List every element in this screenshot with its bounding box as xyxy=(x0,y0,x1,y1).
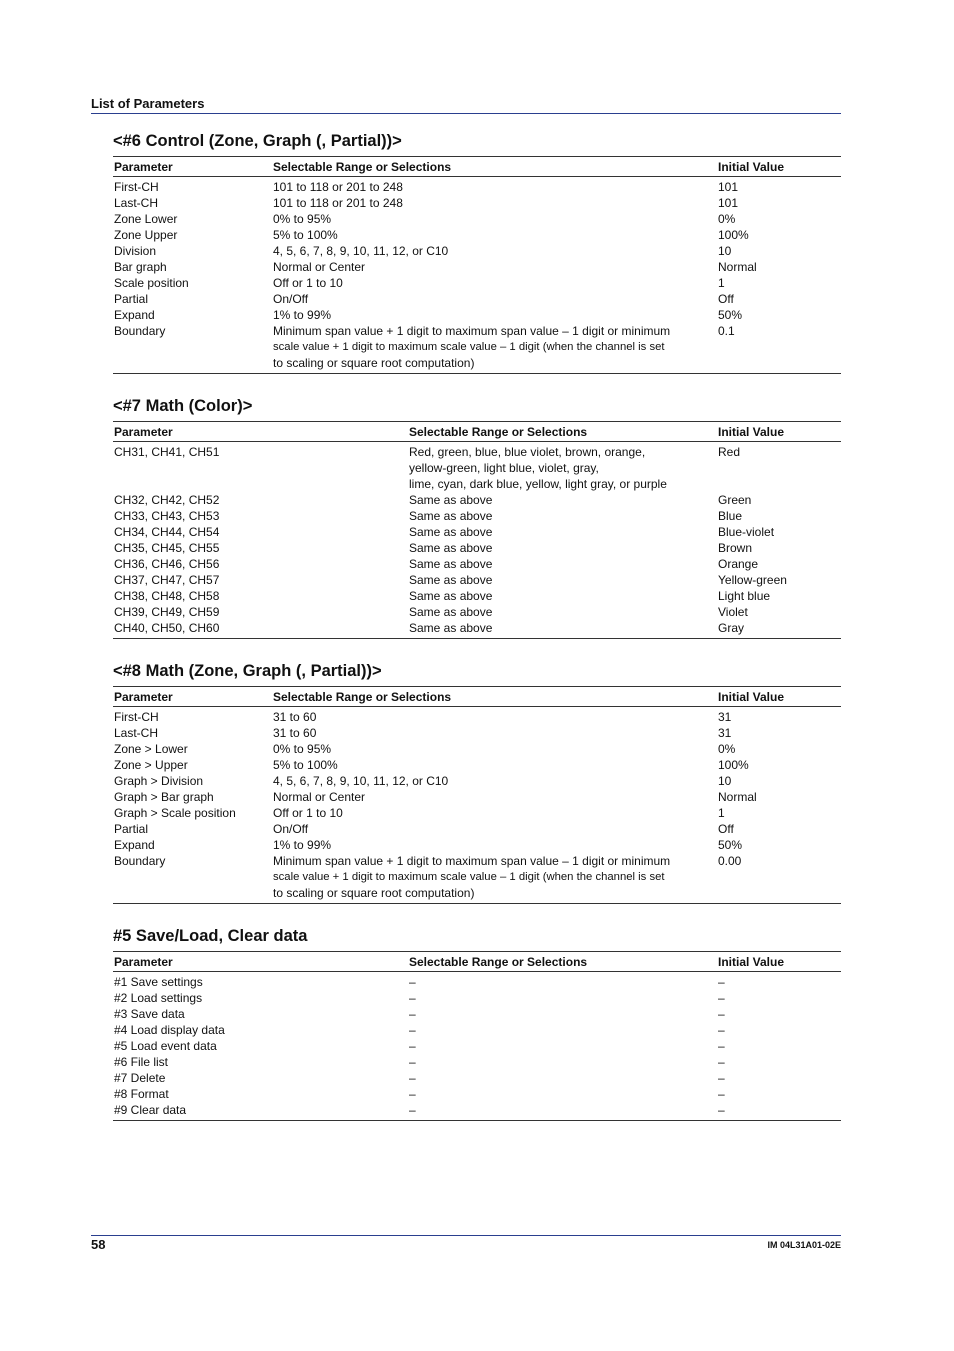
parameter-table xyxy=(113,421,841,639)
range-cell: Off or 1 to 10 xyxy=(273,276,343,290)
initial-cell: 0% xyxy=(718,742,736,756)
range-line: Red, green, blue, blue violet, brown, orange, xyxy=(409,445,646,459)
param-cell: Graph > Division xyxy=(114,774,204,788)
param-cell: #3 Save data xyxy=(114,1007,185,1021)
initial-cell: Gray xyxy=(718,621,745,635)
range-cell: 5% to 100% xyxy=(273,758,338,772)
initial-cell: Off xyxy=(718,292,734,306)
table-row xyxy=(113,556,841,572)
range-cell: 0% to 95% xyxy=(273,742,332,756)
range-cell: Same as above xyxy=(409,605,493,619)
range-cell: – xyxy=(409,1103,416,1117)
range-cell: – xyxy=(409,1055,416,1069)
param-cell: Partial xyxy=(114,292,149,306)
initial-cell: – xyxy=(718,991,725,1005)
param-cell: #6 File list xyxy=(114,1055,169,1069)
page-number: 58 xyxy=(91,1237,106,1252)
table-row xyxy=(113,757,841,773)
initial-cell: – xyxy=(718,975,725,989)
param-cell: Last-CH xyxy=(114,726,159,740)
table-row xyxy=(113,195,841,211)
table-row xyxy=(113,259,841,275)
table-row xyxy=(113,243,841,259)
initial-cell: Light blue xyxy=(718,589,771,603)
range-cell: – xyxy=(409,975,416,989)
range-cell: Same as above xyxy=(409,493,493,507)
range-line: to scaling or square root computation) xyxy=(273,886,475,900)
initial-cell: 101 xyxy=(718,180,739,194)
range-cell: – xyxy=(409,1039,416,1053)
table-row xyxy=(113,1086,841,1102)
range-cell: 1% to 99% xyxy=(273,308,332,322)
range-cell: Normal or Center xyxy=(273,790,366,804)
param-cell: #8 Format xyxy=(114,1087,169,1101)
table-header-row xyxy=(113,687,841,707)
section-title: <#7 Math (Color)> xyxy=(113,397,253,415)
param-cell: Expand xyxy=(114,308,155,322)
table-row xyxy=(113,1038,841,1054)
table-row xyxy=(113,572,841,588)
param-cell: CH31, CH41, CH51 xyxy=(114,445,220,459)
range-cell: 1% to 99% xyxy=(273,838,332,852)
range-cell: 4, 5, 6, 7, 8, 9, 10, 11, 12, or C10 xyxy=(273,244,449,258)
range-cell xyxy=(408,442,717,493)
initial-cell: Normal xyxy=(718,260,757,274)
initial-cell: 10 xyxy=(718,774,732,788)
param-cell: Zone > Lower xyxy=(114,742,188,756)
initial-cell: – xyxy=(718,1087,725,1101)
footer-rule xyxy=(91,1235,841,1236)
parameter-table xyxy=(113,686,841,904)
param-cell: Division xyxy=(114,244,157,258)
range-cell: 31 to 60 xyxy=(273,726,317,740)
initial-cell: 1 xyxy=(718,276,725,290)
column-header-initial: Initial Value xyxy=(718,689,785,704)
document-id: IM 04L31A01-02E xyxy=(767,1240,841,1250)
table-row xyxy=(113,540,841,556)
range-cell: 5% to 100% xyxy=(273,228,338,242)
range-cell: 31 to 60 xyxy=(273,710,317,724)
initial-cell: – xyxy=(718,1055,725,1069)
initial-cell: Blue-violet xyxy=(718,525,775,539)
param-cell: Zone Upper xyxy=(114,228,178,242)
initial-cell: 10 xyxy=(718,244,732,258)
table-row xyxy=(113,707,841,726)
initial-cell: Blue xyxy=(718,509,743,523)
param-cell: #7 Delete xyxy=(114,1071,166,1085)
table-header-row xyxy=(113,422,841,442)
initial-cell: 0.00 xyxy=(718,854,742,868)
table-row xyxy=(113,323,841,374)
column-header-range: Selectable Range or Selections xyxy=(273,689,452,704)
initial-cell: 1 xyxy=(718,806,725,820)
param-cell: Partial xyxy=(114,822,149,836)
column-header-range: Selectable Range or Selections xyxy=(409,954,588,969)
range-cell: On/Off xyxy=(273,292,309,306)
table-row xyxy=(113,524,841,540)
parameter-table xyxy=(113,951,841,1121)
section-title: <#8 Math (Zone, Graph (, Partial))> xyxy=(113,662,382,680)
column-header-parameter: Parameter xyxy=(114,424,173,439)
range-cell: Same as above xyxy=(409,509,493,523)
param-cell: CH33, CH43, CH53 xyxy=(114,509,220,523)
param-cell: CH40, CH50, CH60 xyxy=(114,621,220,635)
table-row xyxy=(113,990,841,1006)
table-row xyxy=(113,291,841,307)
section-title: #5 Save/Load, Clear data xyxy=(113,927,308,945)
param-cell: Boundary xyxy=(114,324,166,338)
initial-cell: Brown xyxy=(718,541,753,555)
param-cell: Graph > Bar graph xyxy=(114,790,214,804)
column-header-initial: Initial Value xyxy=(718,954,785,969)
range-cell: 101 to 118 or 201 to 248 xyxy=(273,180,403,194)
range-cell: – xyxy=(409,1071,416,1085)
param-cell: #2 Load settings xyxy=(114,991,203,1005)
range-cell: Same as above xyxy=(409,621,493,635)
range-line: Minimum span value + 1 digit to maximum span value – 1 digit or minimum xyxy=(273,324,671,338)
section-math-color xyxy=(113,395,841,639)
initial-cell: 0% xyxy=(718,212,736,226)
table-row xyxy=(113,725,841,741)
param-cell: Graph > Scale position xyxy=(114,806,236,820)
param-cell: #4 Load display data xyxy=(114,1023,225,1037)
initial-cell: 100% xyxy=(718,758,749,772)
table-row xyxy=(113,604,841,620)
initial-cell: – xyxy=(718,1103,725,1117)
param-cell: Bar graph xyxy=(114,260,167,274)
initial-cell: Red xyxy=(718,445,741,459)
range-cell: Same as above xyxy=(409,557,493,571)
range-cell: Off or 1 to 10 xyxy=(273,806,343,820)
range-cell: Same as above xyxy=(409,589,493,603)
table-row xyxy=(113,837,841,853)
column-header-parameter: Parameter xyxy=(114,954,173,969)
table-row xyxy=(113,307,841,323)
table-row xyxy=(113,275,841,291)
table-row xyxy=(113,177,841,196)
initial-cell: Green xyxy=(718,493,752,507)
table-row xyxy=(113,1054,841,1070)
param-cell: CH36, CH46, CH56 xyxy=(114,557,220,571)
column-header-range: Selectable Range or Selections xyxy=(409,424,588,439)
section-save-load-clear xyxy=(113,925,841,1121)
param-cell: Scale position xyxy=(114,276,189,290)
param-cell: CH38, CH48, CH58 xyxy=(114,589,220,603)
range-line: yellow-green, light blue, violet, gray, xyxy=(409,461,599,475)
initial-cell: 50% xyxy=(718,838,743,852)
section-math-zone-graph xyxy=(113,660,841,904)
range-cell: 101 to 118 or 201 to 248 xyxy=(273,196,403,210)
column-header-range: Selectable Range or Selections xyxy=(273,159,452,174)
range-cell: Same as above xyxy=(409,541,493,555)
table-row xyxy=(113,741,841,757)
initial-cell: – xyxy=(718,1039,725,1053)
page-header-title: List of Parameters xyxy=(91,96,205,111)
param-cell: First-CH xyxy=(114,180,159,194)
param-cell: Boundary xyxy=(114,854,166,868)
range-cell: – xyxy=(409,991,416,1005)
table-row xyxy=(113,773,841,789)
column-header-initial: Initial Value xyxy=(718,159,785,174)
range-line: to scaling or square root computation) xyxy=(273,356,475,370)
table-row xyxy=(113,821,841,837)
initial-cell: 101 xyxy=(718,196,739,210)
initial-cell: 50% xyxy=(718,308,743,322)
header-rule xyxy=(91,113,841,114)
table-row xyxy=(113,211,841,227)
parameter-table xyxy=(113,156,841,374)
table-row xyxy=(113,1006,841,1022)
range-line: scale value + 1 digit to maximum scale value – 1 digit (when the channel is set xyxy=(273,871,665,883)
table-row xyxy=(113,1102,841,1121)
param-cell: CH32, CH42, CH52 xyxy=(114,493,220,507)
table-row xyxy=(113,805,841,821)
table-row xyxy=(113,227,841,243)
param-cell: Zone > Upper xyxy=(114,758,188,772)
range-cell: Normal or Center xyxy=(273,260,366,274)
initial-cell: 31 xyxy=(718,710,732,724)
column-header-parameter: Parameter xyxy=(114,159,173,174)
initial-cell: 0.1 xyxy=(718,324,735,338)
param-cell: CH39, CH49, CH59 xyxy=(114,605,220,619)
range-line: Minimum span value + 1 digit to maximum span value – 1 digit or minimum xyxy=(273,854,671,868)
initial-cell: – xyxy=(718,1023,725,1037)
section-control-zone-graph xyxy=(113,130,841,374)
table-header-row xyxy=(113,952,841,972)
column-header-parameter: Parameter xyxy=(114,689,173,704)
initial-cell: Off xyxy=(718,822,734,836)
param-cell: #1 Save settings xyxy=(114,975,203,989)
initial-cell: Orange xyxy=(718,557,759,571)
table-row xyxy=(113,442,841,493)
param-cell: Expand xyxy=(114,838,155,852)
param-cell: Zone Lower xyxy=(114,212,178,226)
range-cell: Same as above xyxy=(409,525,493,539)
table-row xyxy=(113,508,841,524)
initial-cell: Normal xyxy=(718,790,757,804)
param-cell: CH34, CH44, CH54 xyxy=(114,525,220,539)
table-row xyxy=(113,620,841,639)
initial-cell: 31 xyxy=(718,726,732,740)
range-cell: – xyxy=(409,1087,416,1101)
range-cell xyxy=(272,323,717,374)
range-cell: – xyxy=(409,1023,416,1037)
column-header-initial: Initial Value xyxy=(718,424,785,439)
table-row xyxy=(113,492,841,508)
range-cell: 4, 5, 6, 7, 8, 9, 10, 11, 12, or C10 xyxy=(273,774,449,788)
initial-cell: – xyxy=(718,1071,725,1085)
param-cell: First-CH xyxy=(114,710,159,724)
param-cell: CH37, CH47, CH57 xyxy=(114,573,220,587)
range-cell: On/Off xyxy=(273,822,309,836)
range-cell: 0% to 95% xyxy=(273,212,332,226)
param-cell: #9 Clear data xyxy=(114,1103,187,1117)
initial-cell: Yellow-green xyxy=(718,573,787,587)
range-line: lime, cyan, dark blue, yellow, light gray, or purple xyxy=(409,477,667,491)
table-row xyxy=(113,588,841,604)
param-cell: CH35, CH45, CH55 xyxy=(114,541,220,555)
param-cell: #5 Load event data xyxy=(114,1039,217,1053)
range-cell: Same as above xyxy=(409,573,493,587)
section-title: <#6 Control (Zone, Graph (, Partial))> xyxy=(113,132,402,150)
table-row xyxy=(113,972,841,991)
range-cell xyxy=(272,853,717,904)
table-header-row xyxy=(113,157,841,177)
param-cell: Last-CH xyxy=(114,196,159,210)
table-row xyxy=(113,789,841,805)
table-row xyxy=(113,853,841,904)
range-line: scale value + 1 digit to maximum scale value – 1 digit (when the channel is set xyxy=(273,341,665,353)
table-row xyxy=(113,1070,841,1086)
range-cell: – xyxy=(409,1007,416,1021)
initial-cell: Violet xyxy=(718,605,748,619)
initial-cell: 100% xyxy=(718,228,749,242)
table-row xyxy=(113,1022,841,1038)
initial-cell: – xyxy=(718,1007,725,1021)
